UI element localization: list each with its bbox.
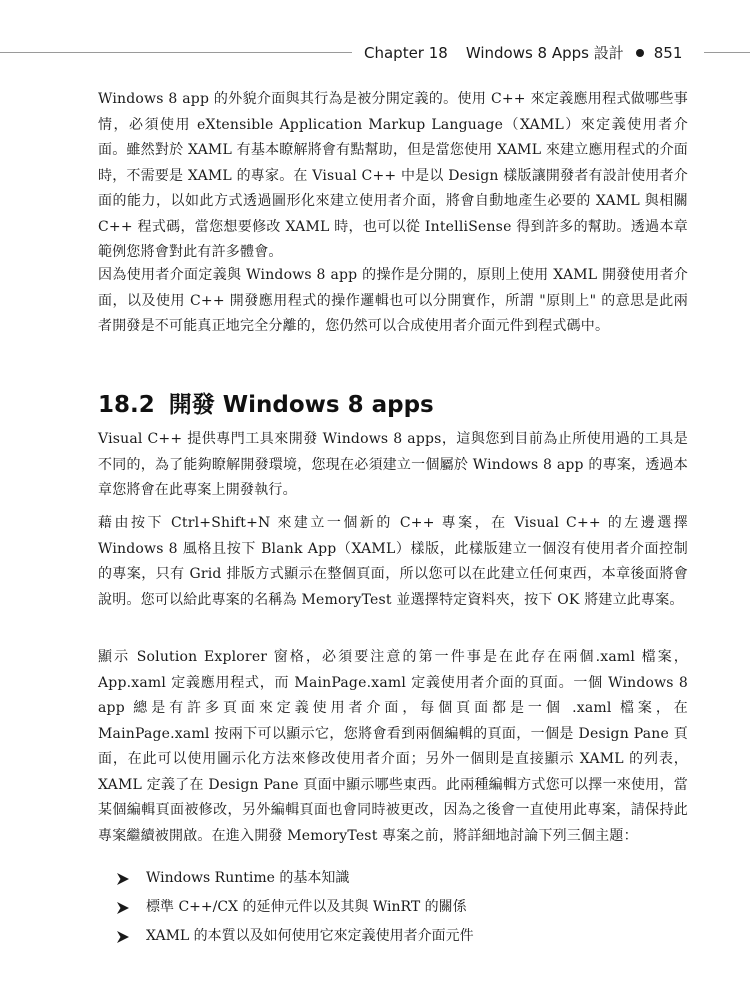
list-item-text: 標準 C++/CX 的延伸元件以及其與 WinRT 的關係 [146,899,467,915]
topic-list [116,864,686,951]
arrowhead-bullet-icon [116,930,130,944]
arrowhead-bullet-icon [116,901,130,915]
list-item-text: Windows Runtime 的基本知識 [146,870,350,886]
list-item [116,922,686,951]
paragraph-tools: Visual C++ 提供專門工具來開發 Windows 8 apps，這與您到目前為止所使用過的工具是不同的，為了能夠瞭解開發環境，您現在必須建立一個屬於 Windows 8 app 的專案，透過本章您將會在此專案上開發執行。 [98,431,688,498]
list-item [116,893,686,922]
section-heading [98,386,434,419]
running-header [0,38,750,68]
chapter-title: Windows 8 Apps 設計 [465,44,624,62]
header-rule-right [704,52,750,53]
section-number: 18.2 [98,392,155,418]
arrowhead-bullet-icon [116,872,130,886]
section-title-text: 開發 Windows 8 apps [168,392,434,418]
running-header-text [364,42,696,63]
page-number: 851 [653,43,683,62]
paragraph-intro: Windows 8 app 的外貌介面與其行為是被分開定義的。使用 C++ 來定義應用程式做哪些事情，必須使用 eXtensible Application Markup Language（XAML）來定義使用者介面。雖然對於 XAML 有基本瞭解將會有點幫助，但是當您使用 XAML 來建立應用程式的介面時，不需要是 XAML 的專家。在 Visual C++ 中是以 Design 樣版讓開發者有設計使用者介面的能力，以如此方式透過圖形化來建立使用者介面，將會自動地產生必要的 XAML 與相關 C++ 程式碼，當您想要修改 XAML 時，也可以從 IntelliSense 得到許多的幫助。透過本章範例您將會對此有許多體會。 [98,91,688,260]
paragraph-separation: 因為使用者介面定義與 Windows 8 app 的操作是分開的，原則上使用 XAML 開發使用者介面，以及使用 C++ 開發應用程式的操作邏輯也可以分開實作，所謂 "原則上" 的意思是此兩者開發是不可能真正地完全分離的，您仍然可以合成使用者介面元件到程式碼中。 [98,267,688,334]
list-item [116,864,686,893]
paragraph-solution-explorer: 顯示 Solution Explorer 窗格，必須要注意的第一件事是在此存在兩個.xaml 檔案，App.xaml 定義應用程式，而 MainPage.xaml 定義使用者介面的頁面。一個 Windows 8 app 總是有許多頁面來定義使用者介面，每個頁面都是一個 .xaml 檔案，在 MainPage.xaml 按兩下可以顯示它，您將會看到兩個編輯的頁面，一個是 Design Pane 頁面，在此可以使用圖示化方法來修改使用者介面；另外一個則是直接顯示 XAML 的列表，XAML 定義了在 Design Pane 頁面中顯示哪些東西。此兩種編輯方式您可以擇一來使用，當某個編輯頁面被修改，另外編輯頁面也會同時被更改，因為之後會一直使用此專案，請保持此專案繼續被開啟。在進入開發 MemoryTest 專案之前，將詳細地討論下列三個主題： [98,649,688,844]
bullet-dot-icon [636,49,644,57]
header-rule-left [0,52,352,53]
chapter-label: Chapter 18 [364,43,448,62]
paragraph-new-project: 藉由按下 Ctrl+Shift+N 來建立一個新的 C++ 專案，在 Visual C++ 的左邊選擇 Windows 8 風格且按下 Blank App（XAML）樣版，此樣版建立一個沒有使用者介面控制的專案，只有 Grid 排版方式顯示在整個頁面，所以您可以在此建立任何東西，本章後面將會說明。您可以給此專案的名稱為 MemoryTest 並選擇特定資料夾，按下 OK 將建立此專案。 [98,515,688,608]
list-item-text: XAML 的本質以及如何使用它來定義使用者介面元件 [146,928,474,944]
